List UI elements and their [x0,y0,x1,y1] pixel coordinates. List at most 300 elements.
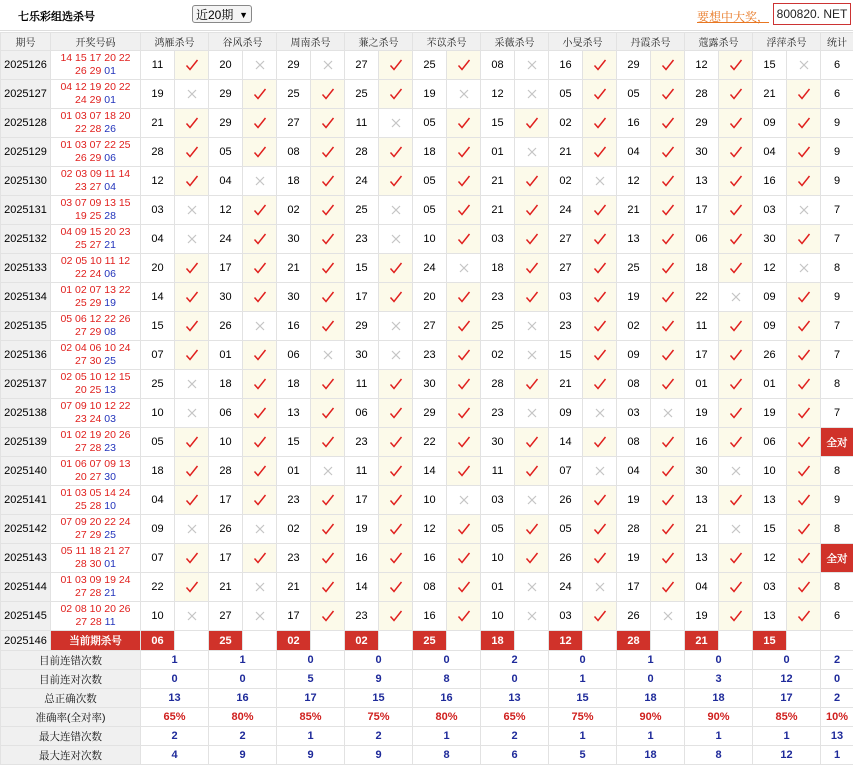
kill-number: 21 [617,196,651,225]
table-row [1,573,853,602]
check-icon [253,435,267,449]
hit-mark [515,254,549,283]
hit-mark [379,51,413,80]
miss-mark [515,138,549,167]
hit-mark [719,167,753,196]
current-kill-number: 02 [345,631,379,651]
cross-icon [525,493,539,507]
hit-mark [311,312,345,341]
hit-mark [379,167,413,196]
hit-mark [243,196,277,225]
column-header: 小旻杀号 [549,33,617,51]
hit-count: 8 [821,573,853,602]
kill-number: 02 [277,196,311,225]
column-header: 期号 [1,33,51,51]
kill-number: 13 [277,399,311,428]
table-row [1,51,853,80]
draw-special-number: 21 [104,587,116,599]
kill-number: 16 [277,312,311,341]
hit-mark [719,544,753,573]
check-icon [253,348,267,362]
cross-icon [525,87,539,101]
kill-number: 12 [209,196,243,225]
hit-mark [583,370,617,399]
hit-mark [175,138,209,167]
kill-number: 24 [549,573,583,602]
miss-mark [651,602,685,631]
hit-mark [651,138,685,167]
check-icon [729,435,743,449]
kill-number: 10 [753,457,787,486]
hit-mark [311,602,345,631]
stats-total: 1 [821,746,853,765]
draw-main-numbers-line1: 02 05 10 11 12 [60,255,131,267]
hit-mark [175,341,209,370]
cross-icon [729,290,743,304]
current-kill-number: 02 [277,631,311,651]
empty-cell [787,631,821,651]
kill-number: 15 [345,254,379,283]
kill-number: 27 [549,225,583,254]
kill-number: 17 [685,196,719,225]
stats-row [1,651,853,670]
miss-mark [583,457,617,486]
miss-mark [379,196,413,225]
table-row [1,544,853,573]
hit-mark [447,399,481,428]
kill-number: 10 [413,225,447,254]
cross-icon [253,522,267,536]
kill-number: 30 [685,138,719,167]
kill-number: 04 [685,573,719,602]
kill-number: 09 [617,341,651,370]
kill-number: 21 [549,370,583,399]
stats-value: 2 [209,727,277,746]
current-kill-number: 12 [549,631,583,651]
check-icon [797,319,811,333]
hit-mark [787,312,821,341]
hit-mark [379,515,413,544]
hit-mark [175,167,209,196]
check-icon [661,319,675,333]
kill-number: 12 [481,80,515,109]
stats-value: 90% [617,708,685,727]
check-icon [661,435,675,449]
cross-icon [661,406,675,420]
check-icon [593,261,607,275]
check-icon [593,377,607,391]
hit-mark [787,573,821,602]
kill-number: 29 [345,312,379,341]
promo-link[interactable]: 要想中大奖， [697,10,770,24]
kill-number: 16 [549,51,583,80]
kill-number: 18 [481,254,515,283]
cross-icon [525,609,539,623]
hit-mark [447,312,481,341]
kill-number: 30 [685,457,719,486]
check-icon [321,87,335,101]
stats-value: 1 [617,727,685,746]
hit-mark [651,196,685,225]
hit-count: 6 [821,51,853,80]
hit-count: 9 [821,138,853,167]
miss-mark [243,515,277,544]
hit-mark [311,167,345,196]
check-icon [525,116,539,130]
check-icon [389,551,403,565]
miss-mark [243,573,277,602]
kill-number: 13 [685,486,719,515]
miss-mark [447,254,481,283]
kill-number: 21 [685,515,719,544]
stats-value: 2 [345,727,413,746]
stats-value: 65% [141,708,209,727]
check-icon [185,435,199,449]
cross-icon [321,348,335,362]
stats-value: 1 [617,651,685,670]
check-icon [661,87,675,101]
kill-number: 30 [481,428,515,457]
kill-number: 28 [617,515,651,544]
stats-value: 6 [481,746,549,765]
stats-label: 目前连对次数 [1,670,141,689]
draw-special-number: 19 [104,297,116,309]
miss-mark [719,515,753,544]
kill-number: 10 [209,428,243,457]
miss-mark [243,312,277,341]
hit-mark [787,457,821,486]
check-icon [661,174,675,188]
hit-mark [787,109,821,138]
kill-number: 30 [209,283,243,312]
table-row [1,341,853,370]
draw-main-numbers-line2: 23 24 [75,413,102,425]
kill-number: 14 [413,457,447,486]
kill-number: 04 [753,138,787,167]
stats-value: 15 [549,689,617,708]
empty-cell [379,631,413,651]
kill-number: 14 [549,428,583,457]
check-icon [457,116,471,130]
hit-count: 7 [821,341,853,370]
check-icon [457,290,471,304]
miss-mark [379,225,413,254]
draw-special-number: 01 [104,558,116,570]
hit-mark [447,573,481,602]
hit-mark [719,399,753,428]
stats-value: 0 [277,651,345,670]
stats-value: 17 [277,689,345,708]
hit-mark [379,254,413,283]
kill-number: 05 [617,80,651,109]
check-icon [457,377,471,391]
kill-number: 01 [481,138,515,167]
issue-number: 2025131 [1,196,51,225]
check-icon [389,609,403,623]
check-icon [457,609,471,623]
check-icon [389,464,403,478]
check-icon [729,232,743,246]
empty-cell [175,631,209,651]
check-icon [457,406,471,420]
kill-number: 01 [481,573,515,602]
draw-numbers [51,254,141,283]
hit-mark [719,341,753,370]
kill-number: 13 [617,225,651,254]
check-icon [593,116,607,130]
issue-number: 2025137 [1,370,51,399]
check-icon [389,435,403,449]
kill-number: 28 [141,138,175,167]
cross-icon [389,319,403,333]
kill-number: 11 [481,457,515,486]
kill-number: 01 [753,370,787,399]
hit-mark [583,109,617,138]
hit-mark [787,486,821,515]
hit-mark [515,428,549,457]
miss-mark [379,341,413,370]
cross-icon [321,464,335,478]
hit-mark [311,283,345,312]
current-kill-number: 25 [209,631,243,651]
hit-mark [311,109,345,138]
stats-value: 85% [277,708,345,727]
cross-icon [185,522,199,536]
check-icon [661,203,675,217]
current-issue-row [1,631,853,651]
miss-mark [447,80,481,109]
stats-label: 准确率(全对率) [1,708,141,727]
stats-value: 15 [345,689,413,708]
hit-mark [719,254,753,283]
check-icon [457,551,471,565]
empty-cell [583,631,617,651]
stats-value: 65% [481,708,549,727]
kill-number: 08 [277,138,311,167]
check-icon [661,551,675,565]
check-icon [525,435,539,449]
kill-number: 17 [345,283,379,312]
hit-mark [447,370,481,399]
hit-mark [583,225,617,254]
kill-number: 25 [617,254,651,283]
kill-number: 17 [209,544,243,573]
hit-mark [787,399,821,428]
kill-number: 02 [277,515,311,544]
cross-icon [525,580,539,594]
miss-mark [515,341,549,370]
hit-mark [243,283,277,312]
hit-mark [447,515,481,544]
hit-mark [379,457,413,486]
check-icon [797,116,811,130]
kill-number: 12 [753,544,787,573]
draw-numbers [51,138,141,167]
stats-total: 10% [821,708,853,727]
cross-icon [185,609,199,623]
kill-number: 17 [209,486,243,515]
check-icon [185,348,199,362]
draw-numbers-line2 [51,413,140,426]
check-icon [185,116,199,130]
draw-main-numbers-line2: 27 30 [75,355,102,367]
miss-mark [243,167,277,196]
stats-row [1,708,853,727]
hit-mark [447,109,481,138]
hit-mark [175,283,209,312]
kill-number: 12 [413,515,447,544]
column-header: 开奖号码 [51,33,141,51]
draw-numbers-line2 [51,297,140,310]
check-icon [729,203,743,217]
stats-value: 1 [549,670,617,689]
current-kill-number: 21 [685,631,719,651]
kill-number: 06 [685,225,719,254]
hit-mark [787,225,821,254]
cross-icon [525,348,539,362]
kill-number: 22 [685,283,719,312]
cross-icon [389,116,403,130]
kill-number: 21 [277,254,311,283]
check-icon [185,58,199,72]
check-icon [253,464,267,478]
kill-number: 22 [413,428,447,457]
stats-total: 0 [821,670,853,689]
hit-mark [719,428,753,457]
kill-number: 15 [753,51,787,80]
kill-number: 03 [549,602,583,631]
kill-number: 18 [277,167,311,196]
stats-value: 16 [413,689,481,708]
check-icon [729,348,743,362]
stats-value: 2 [481,727,549,746]
draw-numbers-line2 [51,355,140,368]
stats-value: 5 [549,746,617,765]
issue-number: 2025136 [1,341,51,370]
stats-value: 2 [481,651,549,670]
kill-number: 23 [277,544,311,573]
issue-number: 2025135 [1,312,51,341]
cross-icon [525,145,539,159]
kill-number: 23 [277,486,311,515]
check-icon [661,145,675,159]
hit-mark [243,457,277,486]
check-icon [729,580,743,594]
site-domain-badge[interactable]: 800820. NET [773,3,851,25]
hit-mark [379,602,413,631]
kill-number: 19 [685,399,719,428]
check-icon [321,145,335,159]
hit-mark [243,80,277,109]
kill-number: 16 [413,544,447,573]
kill-number: 04 [617,457,651,486]
hit-mark [311,196,345,225]
hit-mark [379,428,413,457]
kill-number: 29 [617,51,651,80]
check-icon [797,377,811,391]
check-icon [457,522,471,536]
check-icon [797,174,811,188]
miss-mark [787,196,821,225]
cross-icon [797,58,811,72]
hit-mark [175,109,209,138]
check-icon [253,493,267,507]
check-icon [729,493,743,507]
hit-mark [447,428,481,457]
stats-value: 8 [413,746,481,765]
kill-number: 16 [617,109,651,138]
check-icon [321,261,335,275]
kill-number: 19 [617,486,651,515]
miss-mark [787,254,821,283]
kill-number: 04 [617,138,651,167]
kill-number: 17 [617,573,651,602]
kill-number: 12 [685,51,719,80]
kill-number: 09 [753,283,787,312]
kill-number: 30 [277,283,311,312]
draw-numbers-line2 [51,94,140,107]
hit-count: 8 [821,254,853,283]
issue-number: 2025133 [1,254,51,283]
hit-mark [243,341,277,370]
hit-mark [651,457,685,486]
hit-mark [175,573,209,602]
issue-number: 2025128 [1,109,51,138]
check-icon [457,435,471,449]
hit-count: 9 [821,283,853,312]
miss-mark [583,573,617,602]
kill-number: 05 [413,109,447,138]
miss-mark [311,457,345,486]
cross-icon [797,203,811,217]
current-kill-number: 25 [413,631,447,651]
kill-number: 27 [277,109,311,138]
check-icon [253,290,267,304]
draw-main-numbers-line2: 26 29 [75,65,102,77]
draw-numbers [51,312,141,341]
kill-number: 15 [481,109,515,138]
draw-main-numbers-line1: 02 08 10 20 26 [60,603,131,615]
kill-number: 10 [413,486,447,515]
draw-numbers-line2 [51,65,140,78]
draw-main-numbers-line1: 01 02 07 13 22 [60,284,131,296]
empty-cell [821,631,853,651]
check-icon [593,348,607,362]
hit-mark [787,167,821,196]
kill-number: 29 [413,399,447,428]
check-icon [253,145,267,159]
draw-main-numbers-line2: 27 28 [75,616,102,628]
check-icon [593,58,607,72]
hit-mark [787,80,821,109]
check-icon [185,290,199,304]
period-range-select[interactable] [192,5,252,23]
kill-number: 08 [413,573,447,602]
hit-mark [311,486,345,515]
draw-main-numbers-line2: 23 27 [75,181,102,193]
check-icon [457,580,471,594]
hit-mark [583,515,617,544]
kill-number: 03 [481,486,515,515]
hit-mark [515,225,549,254]
cross-icon [321,58,335,72]
cross-icon [389,348,403,362]
check-icon [593,319,607,333]
cross-icon [253,174,267,188]
kill-number: 16 [345,544,379,573]
draw-special-number: 10 [104,500,116,512]
kill-number: 16 [685,428,719,457]
